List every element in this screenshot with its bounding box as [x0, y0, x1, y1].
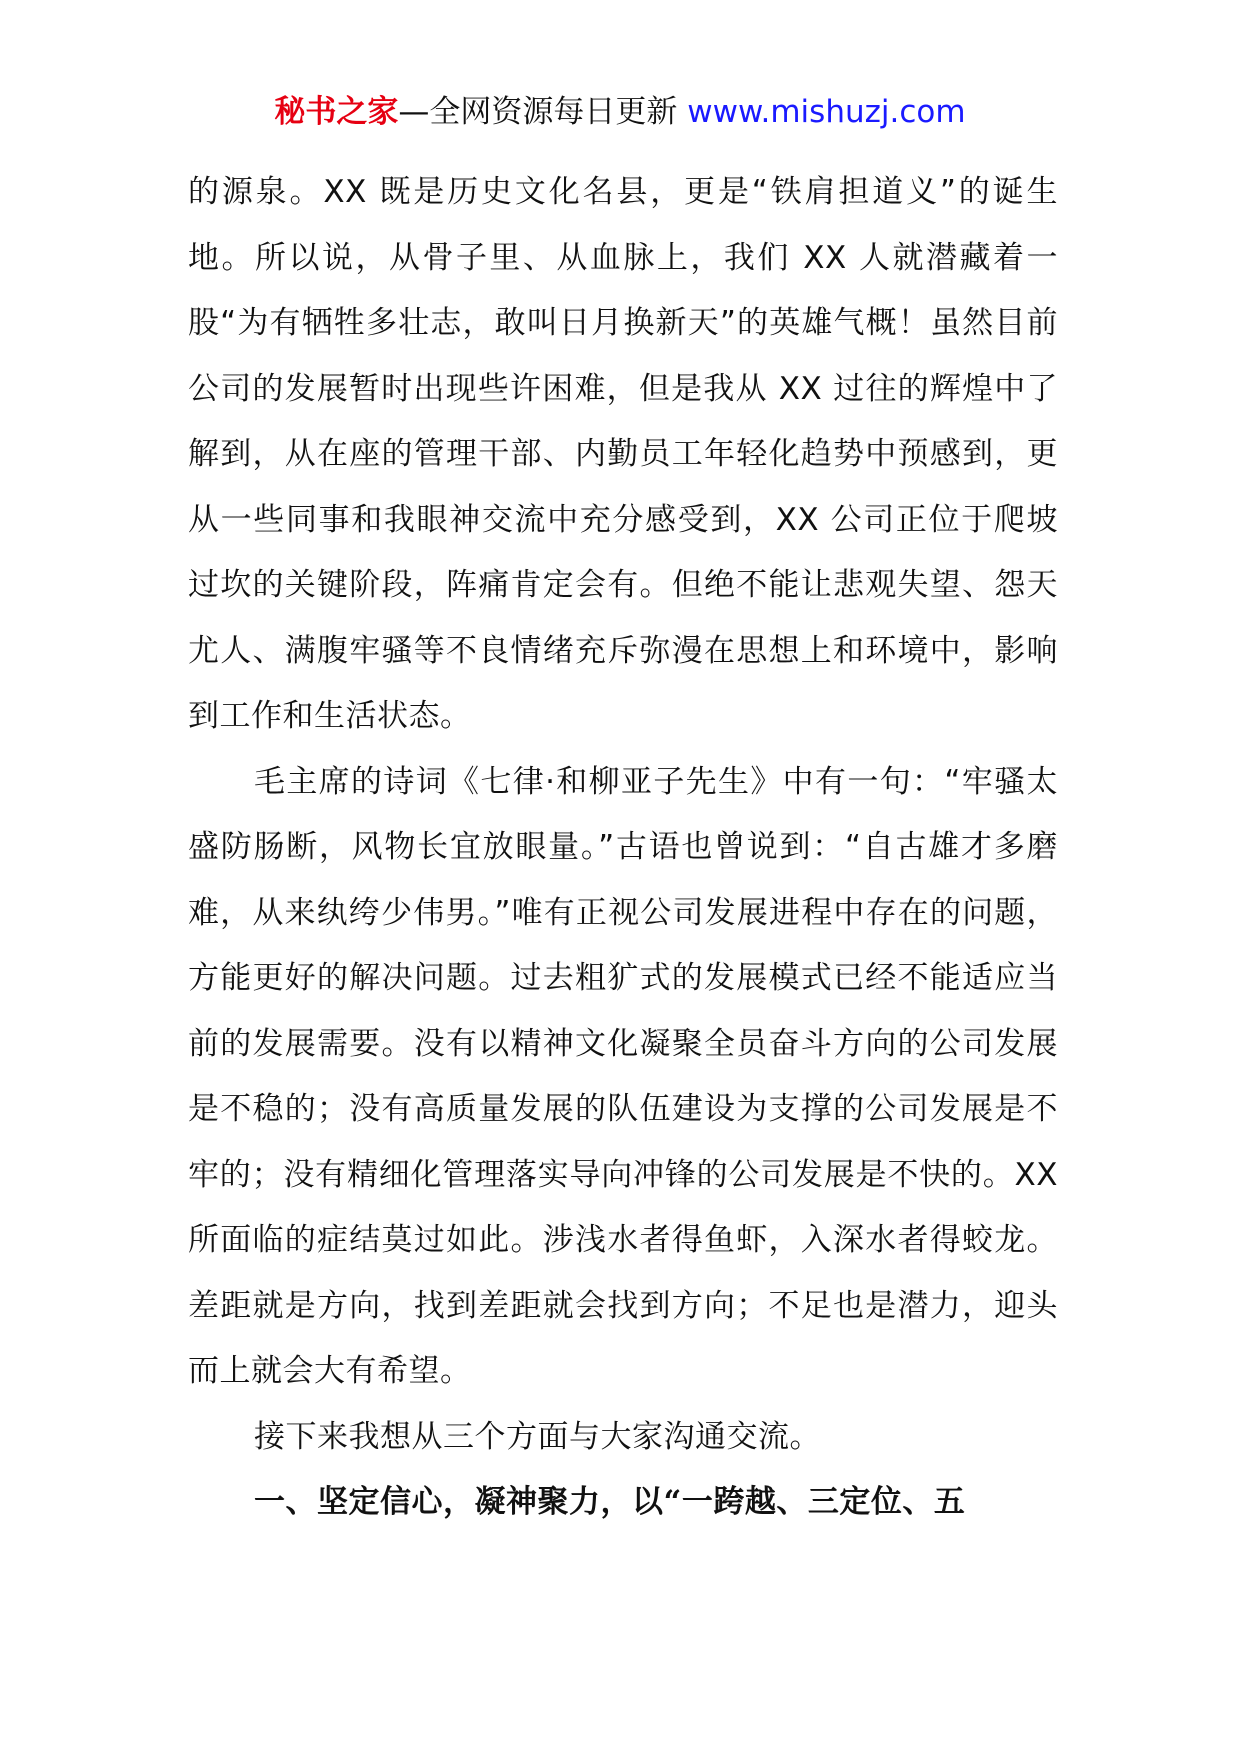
page-header [0, 92, 1240, 132]
site-url-link[interactable]: www.mishuzj.com [687, 94, 966, 130]
paragraph-intro-points: 接下来我想从三个方面与大家沟通交流。 [254, 1418, 821, 1455]
paragraph-continuation: 的源泉。XX 既是历史文化名县，更是“铁肩担道义”的诞生地。所以说，从骨子里、从血脉上，我们 XX 人就潜藏着一股“为有牺牲多壮志，敢叫日月换新天”的英雄气概！虽然目前公司的发展暂时出现些许困难，但是我从 XX 过往的辉煌中了解到，从在座的管理干部、内勤员工年轻化趋势中预感到，更从一些同事和我眼神交流中充分感受到，XX 公司正位于爬坡过坎的关键阶段，阵痛肯定会有。但绝不能让悲观失望、怨天尤人、满腹牢骚等不良情绪充斥弥漫在思想上和环境中，影响到工作和生活状态。 [188, 174, 1058, 734]
brand-name: 秘书之家 [274, 94, 399, 130]
document-body [188, 160, 1058, 1536]
paragraph-poem-quote: 毛主席的诗词《七律·和柳亚子先生》中有一句：“牢骚太盛防肠断，风物长宜放眼量。”古语也曾说到：“自古雄才多磨难，从来纨绔少伟男。”唯有正视公司发展进程中存在的问题，方能更好的解决问题。过去粗犷式的发展模式已经不能适应当前的发展需要。没有以精神文化凝聚全员奋斗方向的公司发展是不稳的；没有高质量发展的队伍建设为支撑的公司发展是不牢的；没有精细化管理落实导向冲锋的公司发展是不快的。XX 所面临的症结莫过如此。涉浅水者得鱼虾，入深水者得蛟龙。差距就是方向，找到差距就会找到方向；不足也是潜力，迎头而上就会大有希望。 [188, 763, 1058, 1389]
section-heading-one: 一、坚定信心，凝神聚力，以“一跨越、三定位、五 [254, 1484, 966, 1520]
header-slogan: —全网资源每日更新 [398, 94, 678, 130]
